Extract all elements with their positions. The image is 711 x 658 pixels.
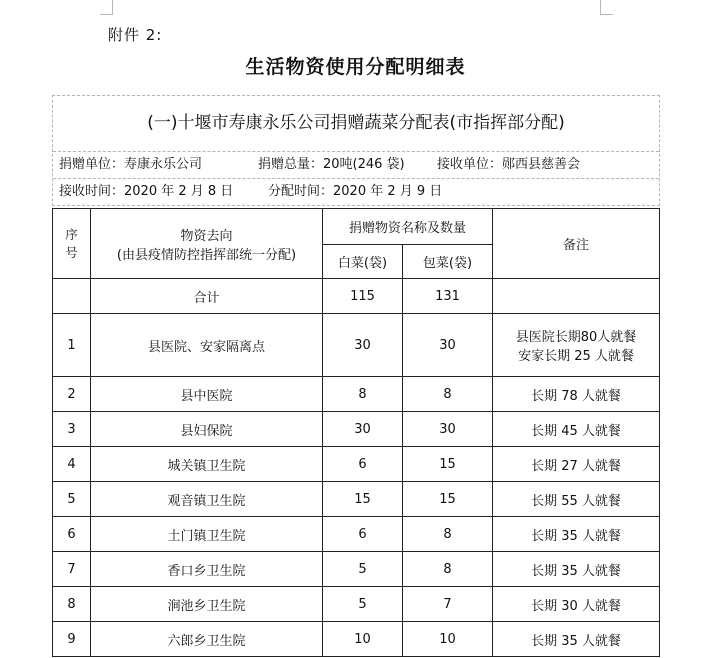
table-row	[53, 517, 660, 552]
total-info: 捐赠总量：20吨(246 袋)	[258, 157, 405, 172]
table-row	[53, 622, 660, 657]
row-b: 8	[403, 517, 493, 552]
row-b: 15	[403, 482, 493, 517]
total-a: 115	[323, 279, 403, 314]
donor-info: 捐赠单位：寿康永乐公司	[59, 157, 203, 172]
row-remark: 长期 30 人就餐	[493, 587, 660, 622]
info-row-1	[53, 152, 659, 179]
table-row	[53, 552, 660, 587]
row-no: 3	[53, 412, 91, 447]
row-a: 8	[323, 377, 403, 412]
row-remark: 长期 55 人就餐	[493, 482, 660, 517]
header-remark: 备注	[493, 209, 660, 279]
table-subtitle: (一)十堰市寿康永乐公司捐赠蔬菜分配表(市指挥部分配)	[53, 96, 659, 152]
row-no: 4	[53, 447, 91, 482]
row-destination: 县中医院	[91, 377, 323, 412]
total-remark	[493, 279, 660, 314]
info-row-2	[53, 179, 659, 205]
row-a: 30	[323, 314, 403, 377]
page-corner-mark-left	[100, 0, 113, 15]
row-destination: 六郎乡卫生院	[91, 622, 323, 657]
row-remark	[493, 314, 660, 377]
header-destination-line2: (由县疫情防控指挥部统一分配)	[116, 247, 297, 263]
receiver-info: 接收单位：郧西县慈善会	[437, 157, 581, 172]
row-no: 5	[53, 482, 91, 517]
table-row	[53, 377, 660, 412]
total-b: 131	[403, 279, 493, 314]
row-no: 1	[53, 314, 91, 377]
total-label: 合计	[91, 279, 323, 314]
table-row	[53, 447, 660, 482]
header-col-a: 白菜(袋)	[323, 245, 403, 279]
row-b: 7	[403, 587, 493, 622]
header-row-1	[53, 209, 660, 245]
table-row	[53, 314, 660, 377]
row-b: 10	[403, 622, 493, 657]
receive-time-info: 接收时间：2020 年 2 月 8 日	[59, 184, 234, 199]
row-no: 2	[53, 377, 91, 412]
row-remark-line2: 安家长期 25 人就餐	[518, 349, 634, 364]
row-destination: 土门镇卫生院	[91, 517, 323, 552]
table-row	[53, 482, 660, 517]
header-destination-line1: 物资去向	[180, 228, 233, 244]
table-row	[53, 412, 660, 447]
row-remark: 长期 35 人就餐	[493, 552, 660, 587]
row-b: 8	[403, 377, 493, 412]
total-index	[53, 279, 91, 314]
row-destination: 观音镇卫生院	[91, 482, 323, 517]
row-remark: 长期 45 人就餐	[493, 412, 660, 447]
row-no: 7	[53, 552, 91, 587]
row-b: 8	[403, 552, 493, 587]
row-a: 5	[323, 587, 403, 622]
row-remark: 长期 27 人就餐	[493, 447, 660, 482]
row-b: 30	[403, 412, 493, 447]
header-destination	[91, 209, 323, 279]
row-no: 8	[53, 587, 91, 622]
page-corner-mark-right	[600, 0, 613, 15]
row-a: 10	[323, 622, 403, 657]
sheet-header	[52, 95, 660, 206]
row-remark-line1: 县医院长期80人就餐	[515, 330, 637, 345]
header-index: 序号	[53, 209, 91, 279]
allocate-time-info: 分配时间：2020 年 2 月 9 日	[268, 184, 443, 199]
row-a: 5	[323, 552, 403, 587]
row-a: 6	[323, 517, 403, 552]
row-b: 30	[403, 314, 493, 377]
header-col-b: 包菜(袋)	[403, 245, 493, 279]
attachment-label: 附件 2:	[108, 26, 163, 44]
row-remark: 长期 78 人就餐	[493, 377, 660, 412]
row-no: 9	[53, 622, 91, 657]
row-destination: 县妇保院	[91, 412, 323, 447]
row-no: 6	[53, 517, 91, 552]
allocation-table	[52, 208, 660, 657]
row-b: 15	[403, 447, 493, 482]
row-remark: 长期 35 人就餐	[493, 517, 660, 552]
row-destination: 城关镇卫生院	[91, 447, 323, 482]
table-row	[53, 587, 660, 622]
row-destination: 县医院、安家隔离点	[91, 314, 323, 377]
header-items-group: 捐赠物资名称及数量	[323, 209, 493, 245]
row-a: 6	[323, 447, 403, 482]
row-remark: 长期 35 人就餐	[493, 622, 660, 657]
row-destination: 涧池乡卫生院	[91, 587, 323, 622]
row-destination: 香口乡卫生院	[91, 552, 323, 587]
row-a: 30	[323, 412, 403, 447]
row-a: 15	[323, 482, 403, 517]
total-row	[53, 279, 660, 314]
document-title: 生活物资使用分配明细表	[245, 56, 466, 78]
